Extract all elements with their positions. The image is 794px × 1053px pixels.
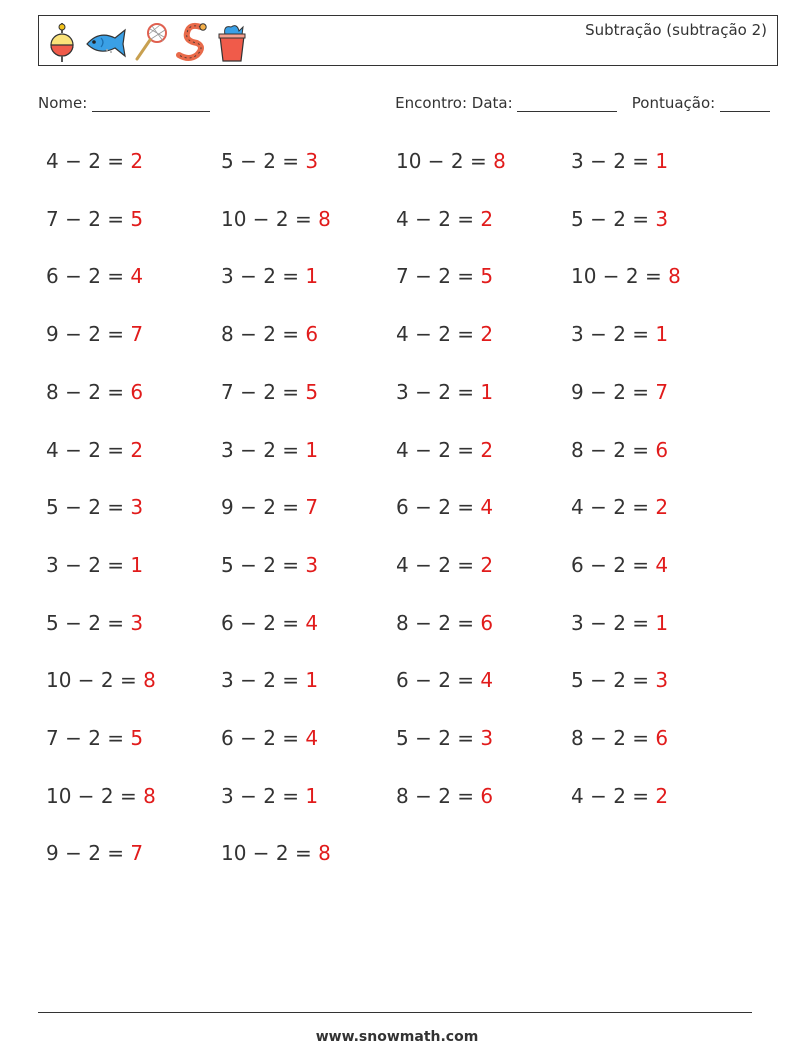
problem-question: 3 − 2 = bbox=[221, 783, 300, 808]
problem-item bbox=[571, 665, 668, 695]
problem-answer: 4 bbox=[480, 668, 494, 693]
problem-item bbox=[396, 146, 506, 176]
problem-question: 5 − 2 = bbox=[46, 495, 125, 520]
problem-question: 5 − 2 = bbox=[46, 610, 125, 635]
problem-item bbox=[221, 492, 318, 522]
problem-item bbox=[221, 550, 318, 580]
problem-item bbox=[571, 204, 668, 234]
problem-answer: 6 bbox=[305, 322, 319, 347]
problem-answer: 4 bbox=[130, 264, 144, 289]
problem-question: 9 − 2 = bbox=[46, 841, 125, 866]
problem-answer: 4 bbox=[305, 610, 319, 635]
problem-answer: 3 bbox=[130, 495, 144, 520]
problem-item bbox=[221, 608, 318, 638]
problem-answer: 4 bbox=[305, 726, 319, 750]
problem-answer: 3 bbox=[305, 552, 319, 577]
problem-item bbox=[571, 723, 668, 753]
problem-answer: 5 bbox=[130, 726, 144, 750]
problem-question: 5 − 2 = bbox=[221, 149, 300, 173]
problem-question: 8 − 2 = bbox=[396, 610, 475, 635]
problem-item bbox=[396, 665, 493, 695]
problem-answer: 6 bbox=[655, 726, 669, 750]
problem-question: 6 − 2 = bbox=[221, 726, 300, 750]
problem-item bbox=[46, 723, 143, 753]
problem-item bbox=[46, 838, 143, 868]
name-field bbox=[38, 94, 210, 112]
problem-item bbox=[571, 781, 668, 811]
problem-answer: 2 bbox=[130, 149, 144, 173]
problem-answer: 8 bbox=[493, 149, 506, 173]
fish-icon bbox=[83, 24, 127, 60]
problem-answer: 2 bbox=[480, 437, 494, 462]
fish-bucket-icon bbox=[215, 21, 249, 63]
problem-question: 4 − 2 = bbox=[46, 149, 125, 173]
encounter-date-label: Encontro: Data: bbox=[395, 94, 513, 112]
problem-item bbox=[221, 435, 318, 465]
problem-answer: 8 bbox=[668, 264, 681, 289]
problem-item bbox=[571, 608, 668, 638]
problem-answer: 2 bbox=[655, 783, 669, 808]
problem-answer: 4 bbox=[480, 495, 494, 520]
problem-question: 5 − 2 = bbox=[571, 206, 650, 231]
problem-item bbox=[396, 781, 493, 811]
problem-answer: 1 bbox=[655, 322, 669, 347]
problem-item bbox=[46, 146, 143, 176]
problem-answer: 5 bbox=[130, 206, 144, 231]
problem-item bbox=[221, 723, 318, 753]
problem-question: 9 − 2 = bbox=[46, 322, 125, 347]
problem-question: 10 − 2 = bbox=[571, 264, 662, 289]
problem-answer: 6 bbox=[130, 379, 144, 404]
problem-answer: 1 bbox=[305, 437, 319, 462]
problem-question: 9 − 2 = bbox=[221, 495, 300, 520]
problem-item bbox=[571, 377, 668, 407]
problem-answer: 8 bbox=[143, 668, 156, 693]
problem-answer: 7 bbox=[305, 495, 319, 520]
problem-answer: 1 bbox=[305, 264, 319, 289]
problem-item bbox=[396, 492, 493, 522]
problem-question: 7 − 2 = bbox=[46, 726, 125, 750]
problem-item bbox=[46, 204, 143, 234]
problem-question: 3 − 2 = bbox=[46, 552, 125, 577]
problem-answer: 5 bbox=[305, 379, 319, 404]
problem-answer: 2 bbox=[655, 495, 669, 520]
problem-question: 6 − 2 = bbox=[396, 495, 475, 520]
problem-item bbox=[221, 838, 331, 868]
problem-answer: 3 bbox=[480, 726, 494, 750]
problem-answer: 8 bbox=[143, 783, 156, 808]
problem-answer: 7 bbox=[130, 841, 144, 866]
problem-answer: 6 bbox=[480, 610, 494, 635]
problem-item bbox=[46, 608, 143, 638]
worksheet-title: Subtração (subtração 2) bbox=[585, 21, 767, 39]
problem-question: 4 − 2 = bbox=[396, 206, 475, 231]
problem-item bbox=[46, 665, 156, 695]
problem-question: 8 − 2 = bbox=[571, 437, 650, 462]
problem-question: 6 − 2 = bbox=[46, 264, 125, 289]
problem-question: 10 − 2 = bbox=[221, 841, 312, 866]
problem-item bbox=[46, 550, 143, 580]
problem-item bbox=[221, 319, 318, 349]
problem-item bbox=[46, 377, 143, 407]
problem-question: 3 − 2 = bbox=[571, 149, 650, 173]
fishing-bobber-icon bbox=[47, 21, 77, 63]
problem-answer: 8 bbox=[318, 206, 331, 231]
problem-answer: 1 bbox=[130, 552, 144, 577]
problem-question: 6 − 2 = bbox=[221, 610, 300, 635]
problem-question: 7 − 2 = bbox=[396, 264, 475, 289]
worksheet-header bbox=[38, 15, 778, 66]
problem-item bbox=[46, 319, 143, 349]
problem-question: 5 − 2 = bbox=[571, 668, 650, 693]
problem-item bbox=[571, 261, 681, 291]
problem-question: 5 − 2 = bbox=[396, 726, 475, 750]
name-label: Nome: bbox=[38, 94, 88, 112]
problem-item bbox=[396, 608, 493, 638]
problem-answer: 7 bbox=[655, 379, 669, 404]
footer-divider bbox=[38, 1012, 752, 1013]
problem-question: 10 − 2 = bbox=[46, 783, 137, 808]
worm-icon bbox=[175, 21, 209, 63]
score-label: Pontuação: bbox=[631, 94, 716, 112]
problem-item bbox=[221, 377, 318, 407]
problem-item bbox=[396, 435, 493, 465]
problem-answer: 6 bbox=[655, 437, 669, 462]
problem-item bbox=[221, 146, 318, 176]
problem-answer: 8 bbox=[318, 841, 331, 866]
problem-item bbox=[396, 204, 493, 234]
problem-question: 5 − 2 = bbox=[221, 552, 300, 577]
problem-answer: 1 bbox=[305, 783, 319, 808]
problem-question: 3 − 2 = bbox=[571, 610, 650, 635]
problem-question: 3 − 2 = bbox=[221, 437, 300, 462]
problem-question: 7 − 2 = bbox=[221, 379, 300, 404]
problem-item bbox=[571, 550, 668, 580]
problem-item bbox=[46, 492, 143, 522]
problem-answer: 1 bbox=[305, 668, 319, 693]
problem-question: 3 − 2 = bbox=[396, 379, 475, 404]
problem-item bbox=[396, 319, 493, 349]
problem-question: 3 − 2 = bbox=[221, 264, 300, 289]
problem-item bbox=[46, 261, 143, 291]
problem-question: 3 − 2 = bbox=[221, 668, 300, 693]
problem-item bbox=[571, 492, 668, 522]
problem-item bbox=[221, 261, 318, 291]
problem-item bbox=[221, 204, 331, 234]
problem-item bbox=[571, 435, 668, 465]
problem-question: 6 − 2 = bbox=[396, 668, 475, 693]
problem-question: 10 − 2 = bbox=[46, 668, 137, 693]
problem-question: 8 − 2 = bbox=[221, 322, 300, 347]
problem-answer: 1 bbox=[480, 379, 494, 404]
problem-item bbox=[571, 319, 668, 349]
problem-question: 4 − 2 = bbox=[396, 322, 475, 347]
problem-question: 10 − 2 = bbox=[396, 149, 487, 173]
problem-question: 9 − 2 = bbox=[571, 379, 650, 404]
problem-item bbox=[46, 435, 143, 465]
date-score-fields bbox=[395, 94, 770, 112]
name-blank[interactable] bbox=[92, 97, 210, 112]
problem-item bbox=[221, 665, 318, 695]
problem-question: 4 − 2 = bbox=[46, 437, 125, 462]
problem-answer: 3 bbox=[655, 206, 669, 231]
problem-answer: 5 bbox=[480, 264, 494, 289]
fishing-net-icon bbox=[133, 21, 169, 63]
problem-question: 8 − 2 = bbox=[46, 379, 125, 404]
problem-item bbox=[396, 261, 493, 291]
problem-question: 3 − 2 = bbox=[571, 322, 650, 347]
problem-answer: 1 bbox=[655, 610, 669, 635]
problem-question: 6 − 2 = bbox=[571, 552, 650, 577]
problem-answer: 3 bbox=[130, 610, 144, 635]
problem-question: 8 − 2 = bbox=[571, 726, 650, 750]
problem-item bbox=[396, 377, 493, 407]
problem-item bbox=[46, 781, 156, 811]
footer-url: www.snowmath.com bbox=[315, 1029, 479, 1045]
problem-item bbox=[221, 781, 318, 811]
problem-question: 4 − 2 = bbox=[571, 495, 650, 520]
problem-answer: 1 bbox=[655, 149, 669, 173]
problem-answer: 3 bbox=[655, 668, 669, 693]
problem-answer: 2 bbox=[480, 322, 494, 347]
problem-item bbox=[396, 723, 493, 753]
problem-answer: 4 bbox=[655, 552, 669, 577]
score-blank[interactable] bbox=[720, 97, 770, 112]
header-icons bbox=[47, 20, 249, 64]
problem-question: 4 − 2 = bbox=[396, 437, 475, 462]
problem-question: 8 − 2 = bbox=[396, 783, 475, 808]
problem-question: 4 − 2 = bbox=[396, 552, 475, 577]
problem-question: 10 − 2 = bbox=[221, 206, 312, 231]
problem-answer: 2 bbox=[130, 437, 144, 462]
problem-answer: 3 bbox=[305, 149, 319, 173]
problem-answer: 2 bbox=[480, 206, 494, 231]
problem-item bbox=[571, 146, 668, 176]
problem-answer: 2 bbox=[480, 552, 494, 577]
problem-answer: 6 bbox=[480, 783, 494, 808]
problem-question: 7 − 2 = bbox=[46, 206, 125, 231]
problem-answer: 7 bbox=[130, 322, 144, 347]
date-blank[interactable] bbox=[517, 97, 617, 112]
problem-item bbox=[396, 550, 493, 580]
problem-question: 4 − 2 = bbox=[571, 783, 650, 808]
